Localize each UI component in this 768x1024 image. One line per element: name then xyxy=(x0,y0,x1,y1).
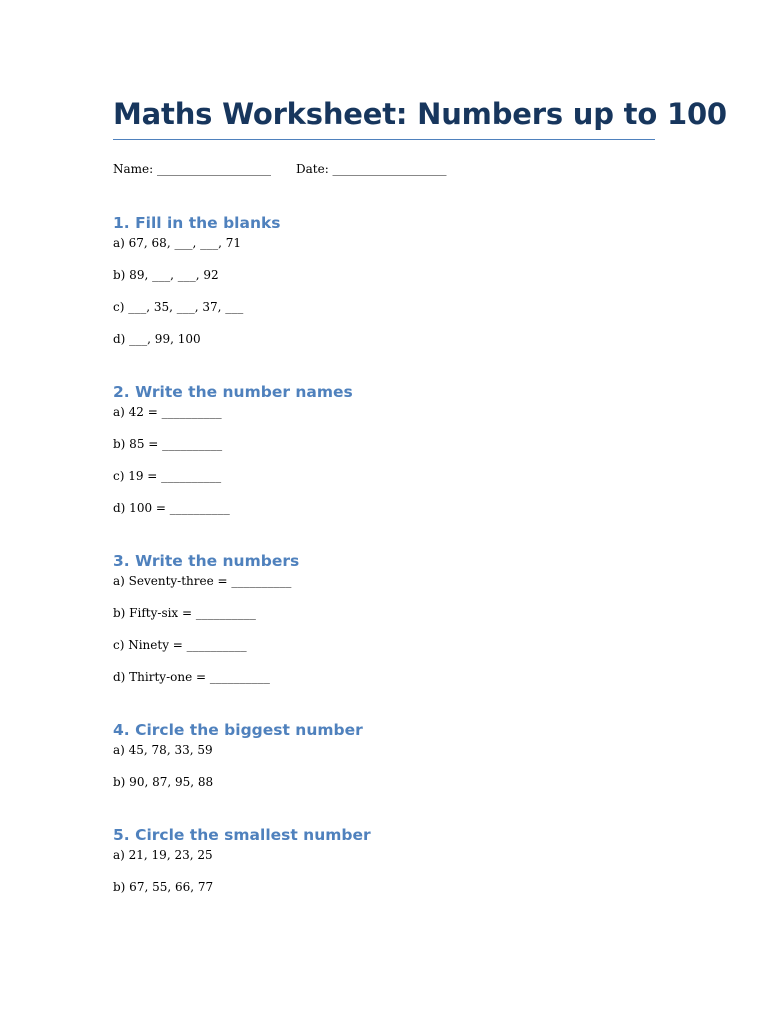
section-fill-in-blanks xyxy=(113,213,655,347)
section-smallest-number xyxy=(113,825,655,895)
question-item: c) ___, 35, ___, 37, ___ xyxy=(113,300,244,314)
question-item: d) ___, 99, 100 xyxy=(113,332,201,346)
section-heading: 4. Circle the biggest number xyxy=(113,721,363,739)
section-biggest-number xyxy=(113,720,655,790)
question-item: b) 89, ___, ___, 92 xyxy=(113,268,219,282)
question-item: b) 90, 87, 95, 88 xyxy=(113,775,214,789)
question-item: a) Seventy-three = __________ xyxy=(113,574,292,588)
question-item: b) 85 = __________ xyxy=(113,437,223,451)
worksheet-page xyxy=(113,94,727,895)
name-field: Name: ___________________ xyxy=(113,162,271,176)
section-heading: 5. Circle the smallest number xyxy=(113,826,371,844)
question-item: a) 42 = __________ xyxy=(113,405,222,419)
question-item: d) 100 = __________ xyxy=(113,501,230,515)
section-heading: 1. Fill in the blanks xyxy=(113,214,281,232)
question-item: a) 45, 78, 33, 59 xyxy=(113,743,213,757)
question-item: c) 19 = __________ xyxy=(113,469,222,483)
question-item: d) Thirty-one = __________ xyxy=(113,670,270,684)
section-number-names xyxy=(113,382,655,516)
question-item: c) Ninety = __________ xyxy=(113,638,247,652)
page-title: Maths Worksheet: Numbers up to 100 xyxy=(113,97,727,131)
section-write-numbers xyxy=(113,551,655,685)
question-item: b) Fifty-six = __________ xyxy=(113,606,256,620)
question-item: b) 67, 55, 66, 77 xyxy=(113,880,214,894)
title-underline xyxy=(113,139,655,140)
name-date-line xyxy=(113,161,655,177)
section-heading: 2. Write the number names xyxy=(113,383,353,401)
date-field: Date: ___________________ xyxy=(296,162,447,176)
question-item: a) 21, 19, 23, 25 xyxy=(113,848,213,862)
question-item: a) 67, 68, ___, ___, 71 xyxy=(113,236,241,250)
section-heading: 3. Write the numbers xyxy=(113,552,300,570)
